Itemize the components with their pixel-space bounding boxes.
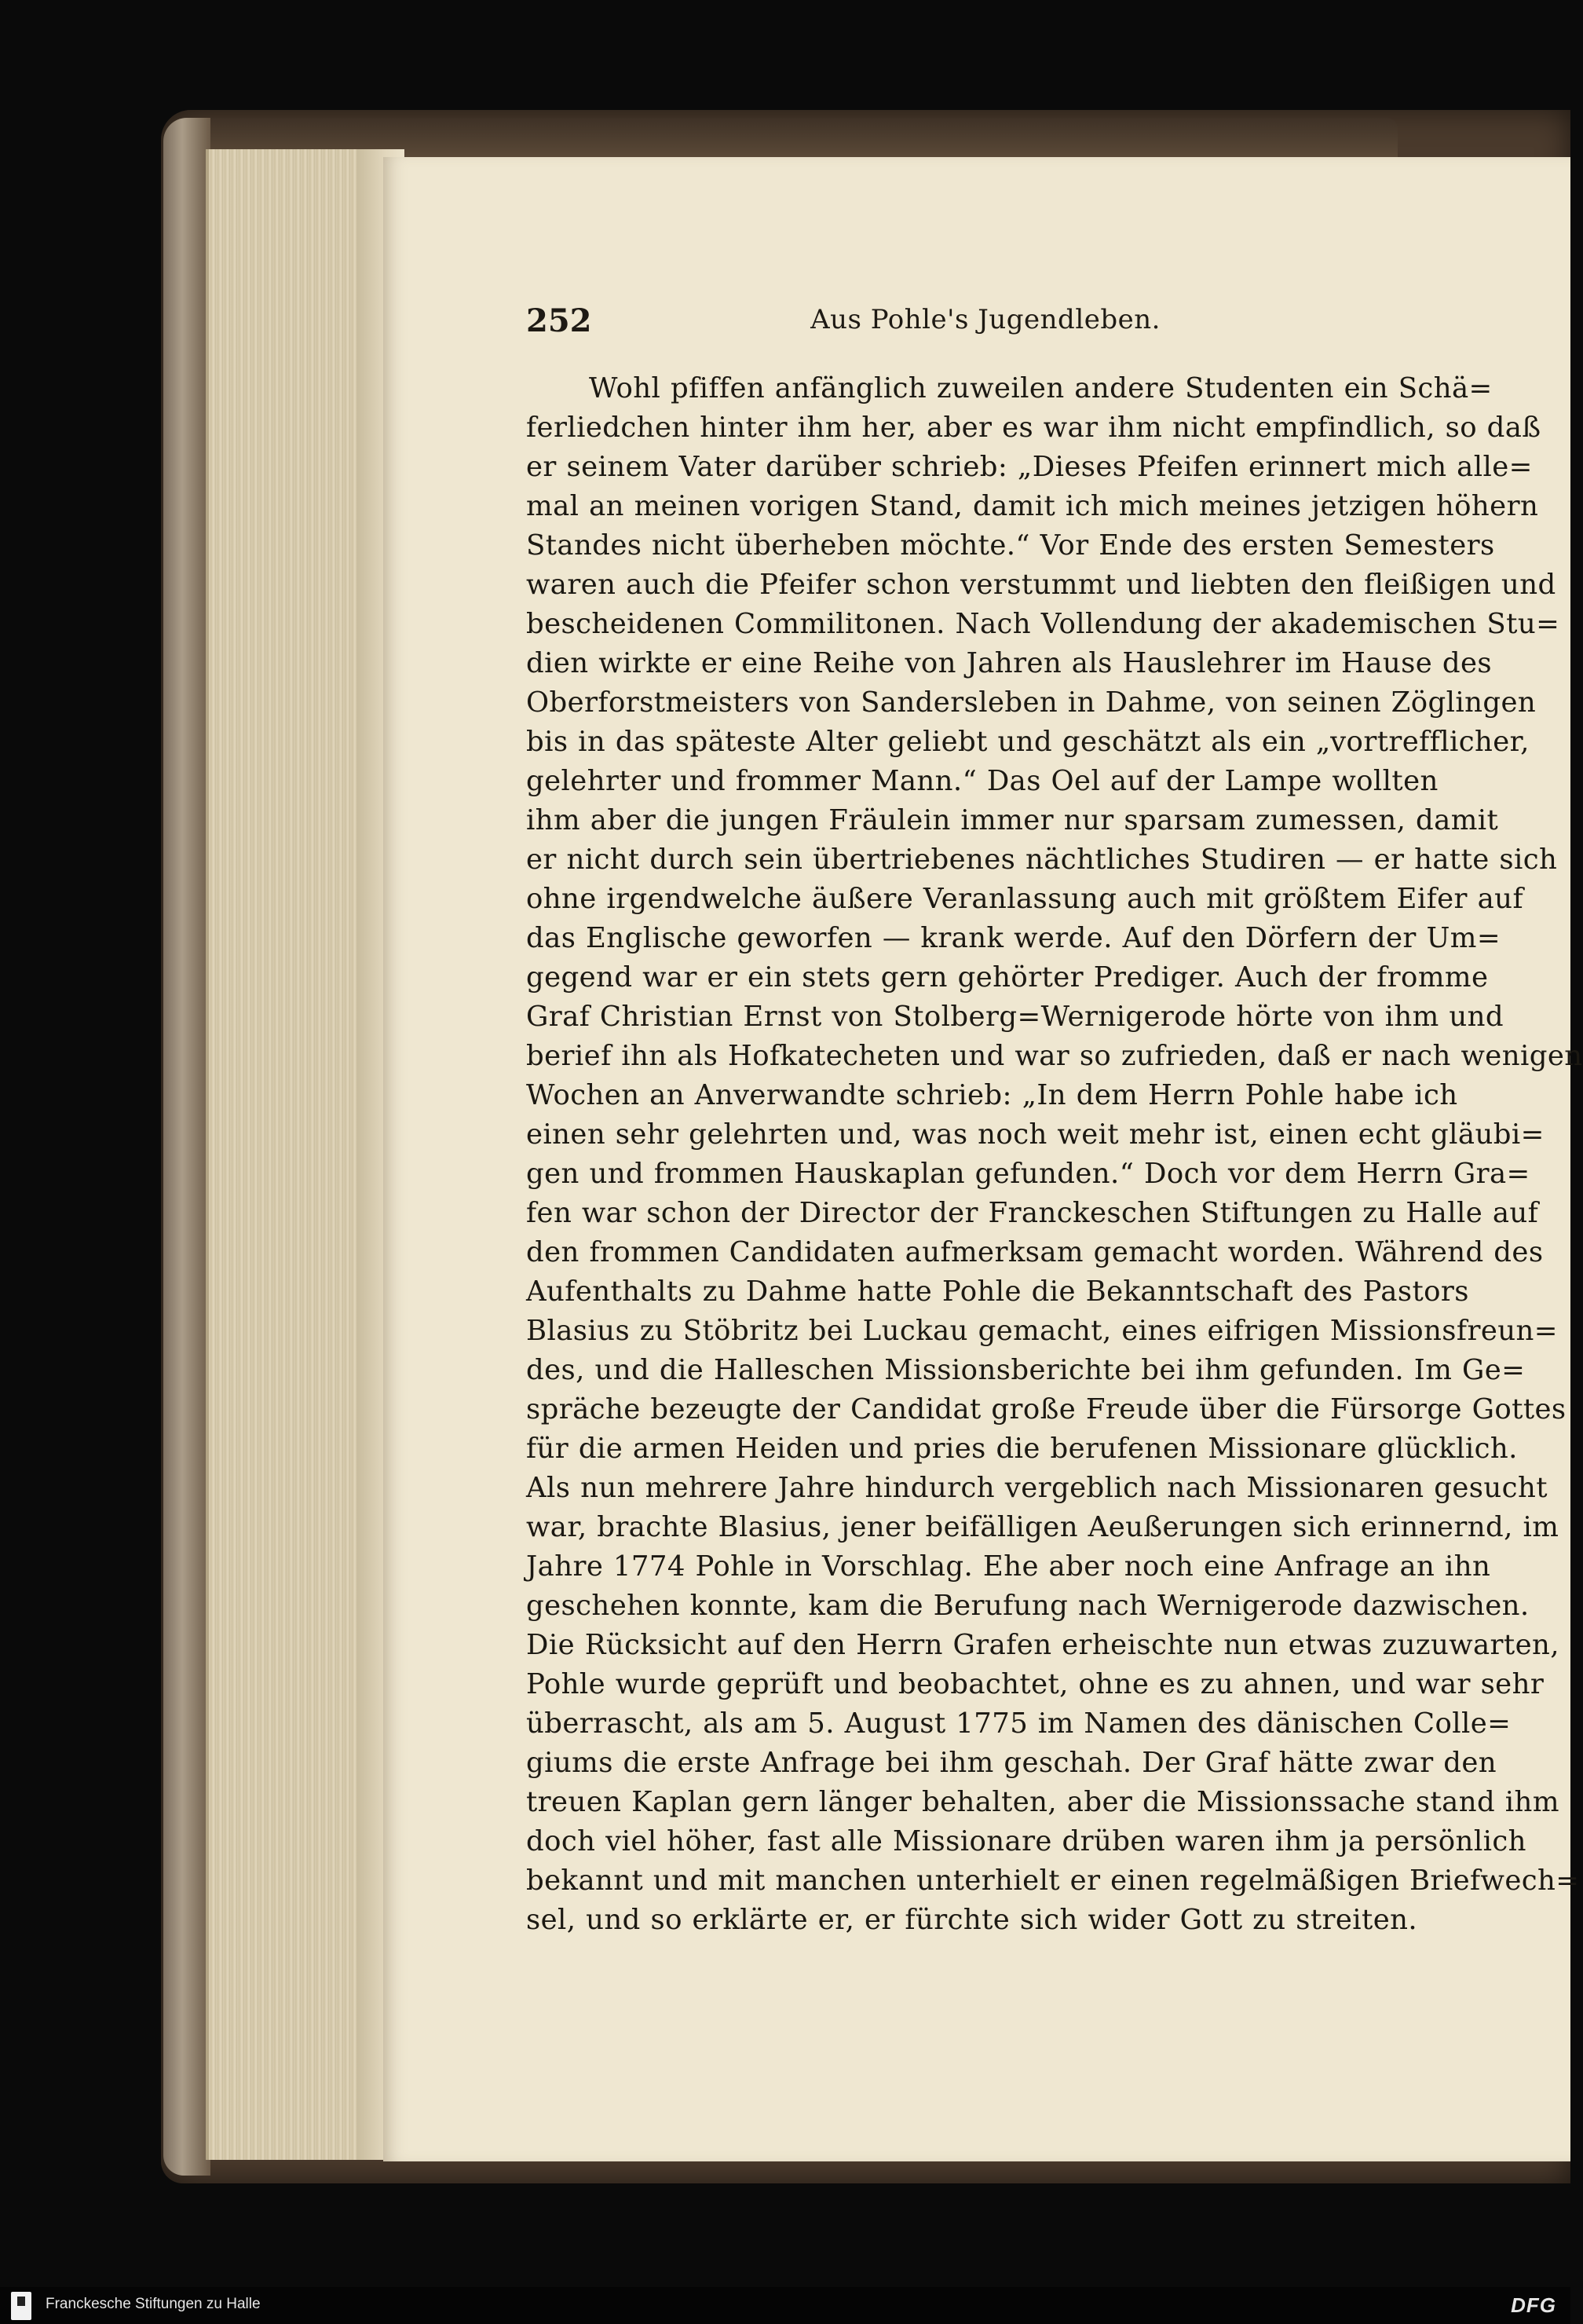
text-line: gelehrter und frommer Mann.“ Das Oel auf der Lampe wollten [526,765,1439,797]
text-line: Wohl pfiffen anfänglich zuweilen andere Studenten ein Schä= [589,372,1493,404]
running-head [526,302,1445,350]
text-line: ferliedchen hinter ihm her, aber es war ihm nicht empfindlich, so daß [526,412,1541,444]
text-line: Graf Christian Ernst von Stolberg=Wernigerode hörte von ihm und [526,1001,1504,1033]
text-line: Oberforstmeisters von Sandersleben in Dahme, von seinen Zöglingen [526,686,1537,719]
text-line: des, und die Halleschen Missionsberichte bei ihm gefunden. Im Ge= [526,1354,1526,1386]
text-line: bis in das späteste Alter geliebt und geschätzt als ein „vortrefflicher, [526,726,1530,758]
page-header: Aus Pohle's Jugendleben. [810,304,1161,335]
text-line: Pohle wurde geprüft und beobachtet, ohne es zu ahnen, und war sehr [526,1668,1545,1700]
text-line: den frommen Candidaten aufmerksam gemacht worden. Während des [526,1236,1544,1268]
text-line: Die Rücksicht auf den Herrn Grafen erheischte nun etwas zuzuwarten, [526,1629,1559,1661]
text-line: für die armen Heiden und pries die berufenen Missionare glücklich. [526,1433,1518,1465]
text-line: Jahre 1774 Pohle in Vorschlag. Ehe aber noch eine Anfrage an ihn [526,1550,1491,1583]
page-number: 252 [526,302,592,339]
text-line: er seinem Vater darüber schrieb: „Dieses Pfeifen erinnert mich alle= [526,451,1533,483]
text-line: gen und frommen Hauskaplan gefunden.“ Doch vor dem Herrn Gra= [526,1158,1530,1190]
footer-bar [0,2287,1570,2324]
text-line: dien wirkte er eine Reihe von Jahren als Hauslehrer im Hause des [526,647,1493,679]
text-line: bescheidenen Commilitonen. Nach Vollendung der akademischen Stu= [526,608,1560,640]
text-line: spräche bezeugte der Candidat große Freude über die Fürsorge Gottes [526,1393,1567,1426]
text-line: überrascht, als am 5. August 1775 im Namen des dänischen Colle= [526,1707,1512,1740]
text-line: ohne irgendwelche äußere Veranlassung auch mit größtem Eifer auf [526,883,1523,915]
text-line: Als nun mehrere Jahre hindurch vergeblich nach Missionaren gesucht [526,1472,1548,1504]
text-line: fen war schon der Director der Franckeschen Stiftungen zu Halle auf [526,1197,1539,1229]
text-line: war, brachte Blasius, jener beifälligen Aeußerungen sich erinnernd, im [526,1511,1559,1543]
book-spine-edge [163,118,210,2176]
text-line: berief ihn als Hofkatecheten und war so zufrieden, daß er nach wenigen [526,1040,1583,1072]
text-line: gegend war er ein stets gern gehörter Prediger. Auch der fromme [526,961,1489,994]
text-line: waren auch die Pfeifer schon verstummt und liebten den fleißigen und [526,569,1556,601]
text-line: bekannt und mit manchen unterhielt er einen regelmäßigen Briefwech= [526,1865,1580,1897]
text-line: Blasius zu Stöbritz bei Luckau gemacht, eines eifrigen Missionsfreun= [526,1315,1558,1347]
text-line: Aufenthalts zu Dahme hatte Pohle die Bekanntschaft des Pastors [526,1275,1469,1308]
text-line: giums die erste Anfrage bei ihm geschah. Der Graf hätte zwar den [526,1747,1497,1779]
text-line: er nicht durch sein übertriebenes nächtliches Studiren — er hatte sich [526,844,1558,876]
text-line: einen sehr gelehrten und, was noch weit mehr ist, einen echt gläubi= [526,1118,1545,1151]
institution-name: Franckesche Stiftungen zu Halle [46,2296,261,2312]
text-line: sel, und so erklärte er, er fürchte sich wider Gott zu streiten. [526,1904,1418,1936]
text-line: Standes nicht überheben möchte.“ Vor Ende des ersten Semesters [526,529,1495,562]
text-line: mal an meinen vorigen Stand, damit ich mich meines jetzigen höhern [526,490,1539,522]
text-line: doch viel höher, fast alle Missionare drüben waren ihm ja persönlich [526,1825,1526,1857]
text-line: ihm aber die jungen Fräulein immer nur sparsam zumessen, damit [526,804,1499,836]
text-line: das Englische geworfen — krank werde. Auf den Dörfern der Um= [526,922,1501,954]
body-text [526,369,1583,1940]
text-line: treuen Kaplan gern länger behalten, aber die Missionssache stand ihm [526,1786,1559,1818]
text-line: geschehen konnte, kam die Berufung nach Wernigerode dazwischen. [526,1590,1530,1622]
text-line: Wochen an Anverwandte schrieb: „In dem Herrn Pohle habe ich [526,1079,1458,1111]
dfg-logo: DFG [1511,2293,1556,2317]
institution-logo-icon [11,2292,31,2320]
